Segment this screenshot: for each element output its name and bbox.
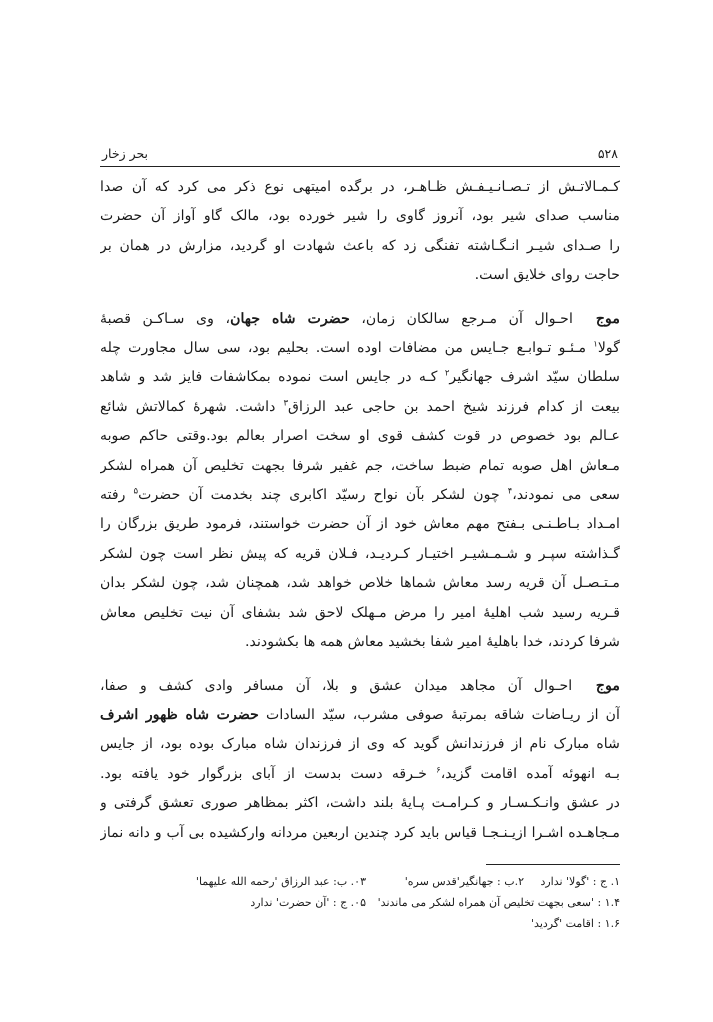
footnote-mark: ۳: [283, 398, 289, 409]
running-header: [100, 146, 620, 164]
footnote: ۲.ب : جهانگیر'قدس سره': [404, 874, 524, 888]
footnote-mark: ۵: [133, 486, 139, 497]
text-line: مناسب صدای شیر بود، آنروز گاوی را شیر خورده بود، مالک گاو آواز آن حضرت: [100, 208, 620, 225]
footnote: ۰۵. ج : 'آن حضرت' ندارد: [250, 895, 366, 909]
footnote-row: [100, 892, 620, 913]
paragraph-lead-word: موج: [595, 677, 620, 694]
footnote: ۱. ج : 'گولا' ندارد: [540, 874, 620, 888]
text-line: موج احـوال آن مـرجع سالکان زمان، حضرت شاه جهان، وی سـاکـن قصبهٔ: [100, 310, 620, 327]
text-line: بیعت از کدام فرزند شیخ احمد بن حاجی عبد الرزاق$^۳$ داشت. شهرهٔ کمالاتش شائع: [100, 398, 620, 415]
text-line: سلطان سیّد اشرف جهانگیر$^۲$ کـه در جایس است نموده بمکاشفات فایز شد و شاهد: [100, 368, 620, 386]
text-line: سعی می نمودند،$^۴$ چون لشکر بآن نواح رسیّد اکابری چند بخدمت آن حضرت$^۵$ رفته: [100, 486, 620, 504]
footnote-row: [100, 871, 620, 892]
footnote-mark: ۶: [436, 764, 441, 775]
text-line: حاجت روای خلایق است.: [474, 267, 620, 284]
text-line: در عشق وانـکـسـار و کـرامـت پـایهٔ بلند داشت، اکثر بمظاهر صوری تعشق گرفتی و: [100, 795, 620, 812]
text-line: کـمـالاتـش از تـصـانـیـفـش ظـاهـر، در برگده امیتهی نوع ذکر می کرد که آن صدا: [100, 179, 620, 195]
text-line: عـالم بود خصوص در قوت کشف قوی او سخت اصرار بعالم بود.وقتی حاکم صوبه: [100, 428, 620, 445]
text-line: امـداد بـاطـنـی بـفتح مهم معاش خود از آن حضرت خواستند، فرمود طریق بزرگان را: [100, 516, 620, 533]
text-line: قـریه رسید شب اهلیهٔ امیر را مرض مـهلک لاحق شد بشفای آن نیت تخلیص معاش: [100, 604, 620, 621]
footnotes: [100, 871, 620, 934]
text-line: بـه انهوئه آمده اقامت گزید،$^۶$ خـرقه دست بدست از آبای بزرگوار خود یافته بود.: [100, 764, 620, 782]
header-rule: [100, 166, 620, 167]
footnote: ۰۳. ب: عبد الرزاق 'رحمه الله علیهما': [195, 874, 366, 888]
text-line: شاه مبارک نام از فرزندانش گوید که وی از فرزندان شاه مبارک بوده بود، از جایس: [100, 736, 620, 753]
footnote-mark: ۴: [507, 486, 513, 497]
footnote: ۱.۶ : اقامت 'گردید': [531, 916, 620, 930]
running-title: بحر زخار: [102, 146, 149, 161]
text-line: گولا$^۱$ مـئـو تـوابـع جـایس من مضافات اوده است. بحلیم بود، سی سال مجاورت چله: [100, 339, 620, 357]
text-line: موج احـوال آن مجاهد میدان عشق و بلا، آن مسافر وادی کشف و صفا،: [100, 677, 620, 694]
text-line: شرفا کردند، خدا باهلیهٔ امیر شفا بخشید معاش همه ها بکشودند.: [245, 634, 620, 651]
person-name: حضرت شاه جهان: [230, 310, 350, 327]
body-text: [100, 173, 620, 848]
person-name: حضرت شاه ظهور اشرف: [100, 706, 259, 723]
text-line: مـجاهـده اشـرا ازیـنـجـا قیاس باید کرد چندین اربعین مردانه وارکشیده بی آب و دانه نماز: [100, 824, 620, 841]
page-number: ۵۲۸: [597, 146, 618, 161]
text-line: آن از ریـاضات شاقه بمرتبهٔ صوفی مشرب، سیّد السادات حضرت شاه ظهور اشرف: [100, 706, 620, 723]
paragraph-lead-word: موج: [595, 310, 620, 327]
footnote-rule: [486, 864, 620, 865]
footnote: ۱.۴ : 'سعی بجهت تخلیص آن همراه لشکر می ماندند': [377, 895, 620, 909]
footnote-mark: ۱: [593, 339, 598, 350]
text-line: گـذاشته سپـر و شـمـشیـر اختیـار کـردیـد، فـلان قریه که پیش نظر است چون لشکر: [100, 545, 620, 562]
text-line: مـعاش اهل صوبه تمام ضبط ساخت، جم غفیر شرفا بجهت تخلیص آن همراه لشکر: [100, 457, 620, 474]
text-line: را صـدای شیـر انـگـاشته تفنگی زد که باعث شهادت او گردید، مزارش در همان بر: [100, 237, 620, 254]
text-line: مـتـصـل آن قریه رسد معاش شماها خلاص خواهد شد، همچنان شد، چون لشکر بدان: [100, 575, 620, 592]
book-page: [100, 146, 620, 934]
footnote-mark: ۲: [444, 368, 450, 379]
footnote-row: [100, 913, 620, 934]
